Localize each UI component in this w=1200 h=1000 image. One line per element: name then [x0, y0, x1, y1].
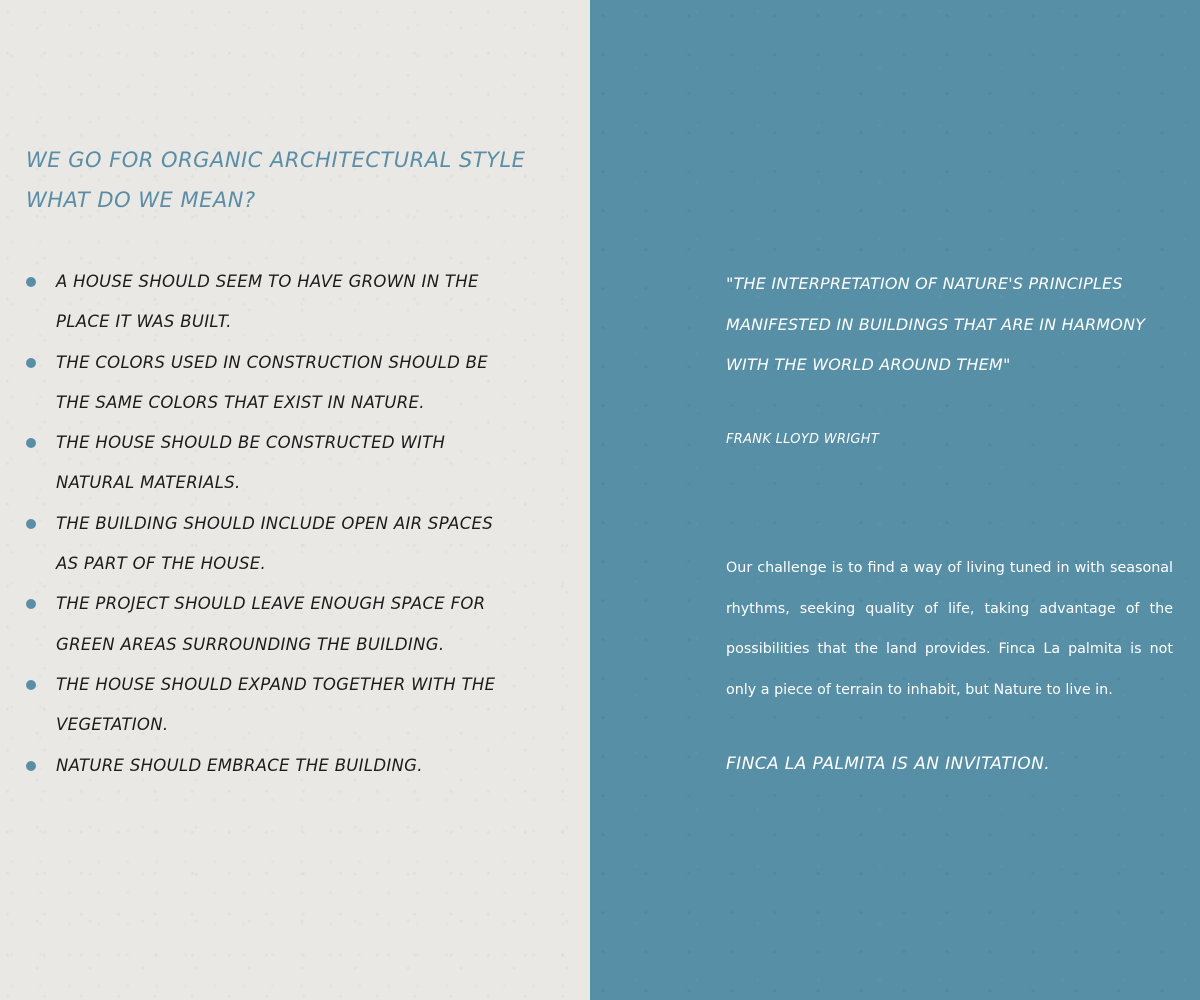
list-item [24, 262, 504, 343]
bullet-dot-icon [26, 438, 36, 448]
list-item [24, 746, 504, 786]
quote-author: FRANK LLOYD WRIGHT [726, 432, 880, 447]
page-heading [26, 140, 566, 220]
list-item-text: THE HOUSE SHOULD EXPAND TOGETHER WITH THE VEGETATION. [56, 674, 496, 735]
heading-line-2: WHAT DO WE MEAN? [26, 188, 256, 212]
list-item-text: THE PROJECT SHOULD LEAVE ENOUGH SPACE FOR GREEN AREAS SURROUNDING THE BUILDING. [56, 594, 486, 654]
list-item [24, 343, 504, 424]
list-item-text: NATURE SHOULD EMBRACE THE BUILDING. [56, 755, 423, 775]
list-item [24, 423, 504, 504]
principles-list [24, 262, 504, 786]
right-panel [590, 0, 1200, 1000]
heading-line-1: WE GO FOR ORGANIC ARCHITECTURAL STYLE [26, 148, 526, 172]
list-item-text: THE HOUSE SHOULD BE CONSTRUCTED WITH NATURAL MATERIALS. [56, 433, 446, 493]
bullet-dot-icon [26, 519, 36, 529]
bullet-dot-icon [26, 358, 36, 368]
closing-statement: FINCA LA PALMITA IS AN INVITATION. [726, 754, 1051, 774]
bullet-dot-icon [26, 680, 36, 690]
challenge-paragraph: Our challenge is to find a way of living tuned in with seasonal rhythms, seeking quality of life, taking advantage of the possibilities that the land provides. Finca La palmita is not only a piece of terrain to inhabit, but Nature to live in. [726, 560, 1173, 698]
wright-quote: "THE INTERPRETATION OF NATURE'S PRINCIPLES MANIFESTED IN BUILDINGS THAT ARE IN HARMONY WITH THE WORLD AROUND THEM" [726, 274, 1146, 374]
list-item-text: A HOUSE SHOULD SEEM TO HAVE GROWN IN THE PLACE IT WAS BUILT. [56, 272, 479, 332]
bullet-dot-icon [26, 599, 36, 609]
list-item-text: THE BUILDING SHOULD INCLUDE OPEN AIR SPACES AS PART OF THE HOUSE. [56, 513, 494, 574]
bullet-dot-icon [26, 761, 36, 771]
left-panel [0, 0, 590, 1000]
list-item [24, 504, 504, 585]
bullet-dot-icon [26, 277, 36, 287]
list-item [24, 665, 504, 746]
list-item [24, 584, 504, 665]
list-item-text: THE COLORS USED IN CONSTRUCTION SHOULD BE THE SAME COLORS THAT EXIST IN NATURE. [56, 352, 489, 412]
